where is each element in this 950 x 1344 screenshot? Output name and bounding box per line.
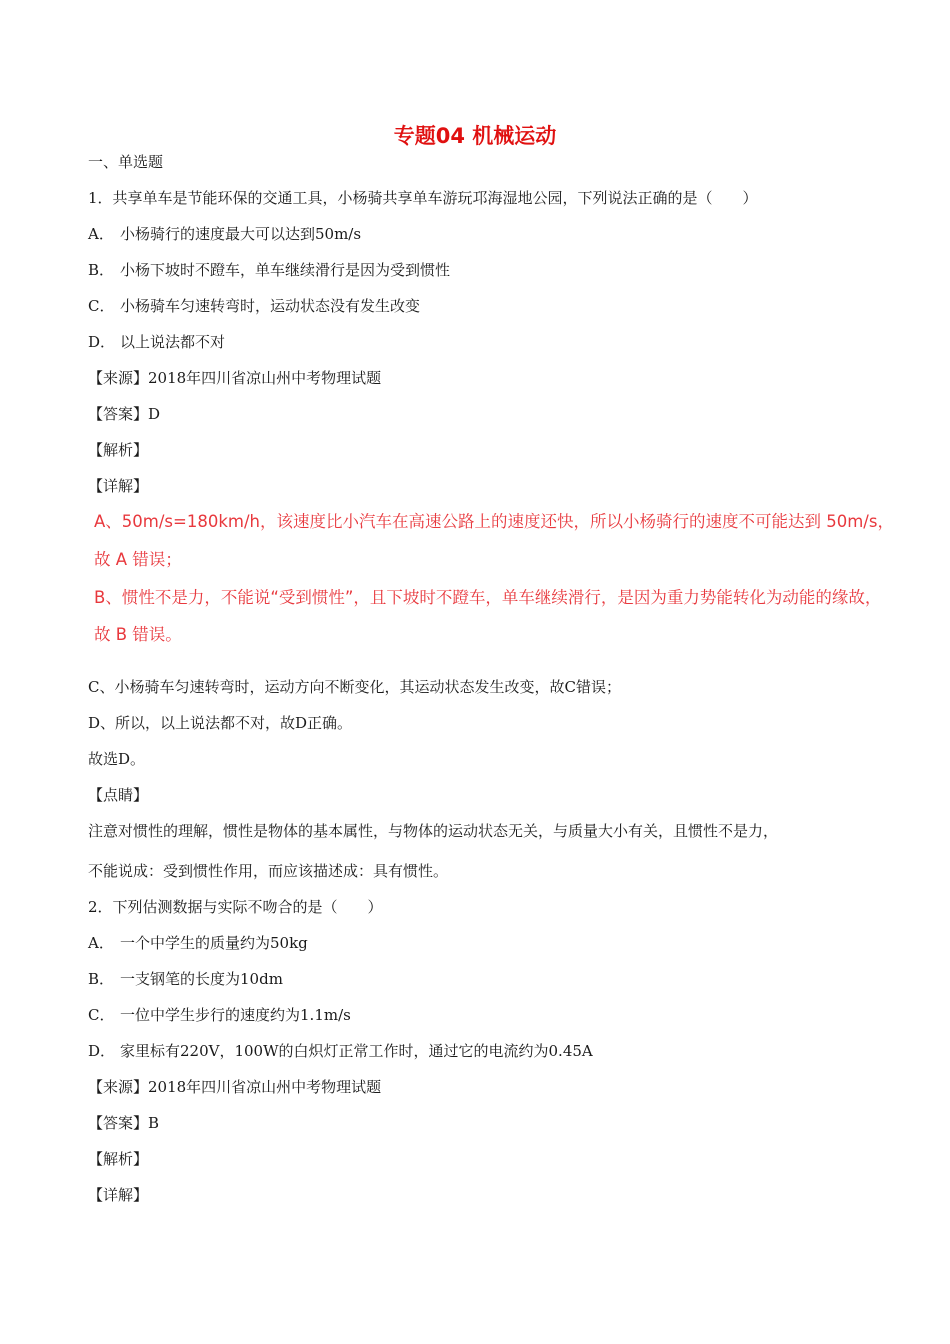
- q1-option-d: [88, 331, 225, 353]
- q2-option-b: [88, 968, 283, 990]
- q1-red-line-2: 故 A 错误；: [94, 550, 182, 569]
- q2-source: 【来源】2018年四川省凉山州中考物理试题: [88, 1078, 382, 1096]
- page-title: 专题04 机械运动: [393, 124, 557, 148]
- q1-option-d-text: 以上说法都不对: [120, 333, 226, 351]
- q1-comment-line-1: 注意对惯性的理解，惯性是物体的基本属性，与物体的运动状态无关，与质量大小有关，且惯性不是力，: [88, 822, 779, 840]
- q1-option-c-letter: C．: [88, 297, 115, 315]
- q2-option-b-letter: B．: [88, 970, 115, 988]
- q2-option-a-text: 一个中学生的质量约为50kg: [120, 934, 308, 952]
- q1-answer: 【答案】D: [88, 405, 161, 423]
- q1-analysis-label: 【解析】: [88, 441, 149, 459]
- q2-option-c: [88, 1004, 351, 1026]
- q1-source: 【来源】2018年四川省凉山州中考物理试题: [88, 369, 382, 387]
- q2-answer: 【答案】B: [88, 1114, 160, 1132]
- q1-detail-label: 【详解】: [88, 477, 149, 495]
- section-heading: 一、单选题: [88, 153, 164, 171]
- q2-option-c-text: 一位中学生步行的速度约为1.1m/s: [120, 1006, 351, 1024]
- q1-red-line-3: B、惯性不是力，不能说“受到惯性”，且下坡时不蹬车，单车继续滑行，是因为重力势能转化为动能的缘故，: [94, 588, 882, 607]
- q2-option-d: [88, 1040, 593, 1062]
- q2-option-b-text: 一支钢笔的长度为10dm: [120, 970, 283, 988]
- q1-option-b: [88, 259, 450, 281]
- q2-option-a: [88, 932, 308, 954]
- q1-detail-c: C、小杨骑车匀速转弯时，运动方向不断变化，其运动状态发生改变，故C错误；: [88, 678, 621, 696]
- q2-stem: 2．下列估测数据与实际不吻合的是（ ）: [88, 898, 383, 916]
- q2-option-c-letter: C．: [88, 1006, 115, 1024]
- q1-comment-label: 【点睛】: [88, 786, 149, 804]
- q1-option-b-text: 小杨下坡时不蹬车，单车继续滑行是因为受到惯性: [120, 261, 451, 279]
- q2-detail-label: 【详解】: [88, 1186, 149, 1204]
- q1-option-b-letter: B．: [88, 261, 115, 279]
- q1-option-a-letter: A．: [88, 225, 114, 243]
- q1-detail-d: D、所以，以上说法都不对，故D正确。: [88, 714, 353, 732]
- q1-option-d-letter: D．: [88, 333, 116, 351]
- q2-analysis-label: 【解析】: [88, 1150, 149, 1168]
- q1-choose: 故选D。: [88, 750, 146, 768]
- q2-option-a-letter: A．: [88, 934, 114, 952]
- q1-option-c: [88, 295, 420, 317]
- q2-option-d-text: 家里标有220V，100W的白炽灯正常工作时，通过它的电流约为0.45A: [120, 1042, 593, 1060]
- q1-option-c-text: 小杨骑车匀速转弯时，运动状态没有发生改变: [120, 297, 421, 315]
- q1-stem: 1．共享单车是节能环保的交通工具，小杨骑共享单车游玩邛海湿地公园，下列说法正确的是（ ）: [88, 189, 758, 207]
- q1-comment-line-2: 不能说成：受到惯性作用，而应该描述成：具有惯性。: [88, 862, 449, 880]
- q2-option-d-letter: D．: [88, 1042, 116, 1060]
- q1-red-line-1: A、50m/s=180km/h，该速度比小汽车在高速公路上的速度还快，所以小杨骑行的速度不可能达到 50m/s，: [94, 512, 894, 531]
- q1-option-a-text: 小杨骑行的速度最大可以达到50m/s: [120, 225, 362, 243]
- q1-red-line-4: 故 B 错误。: [94, 625, 182, 644]
- q1-option-a: [88, 223, 361, 245]
